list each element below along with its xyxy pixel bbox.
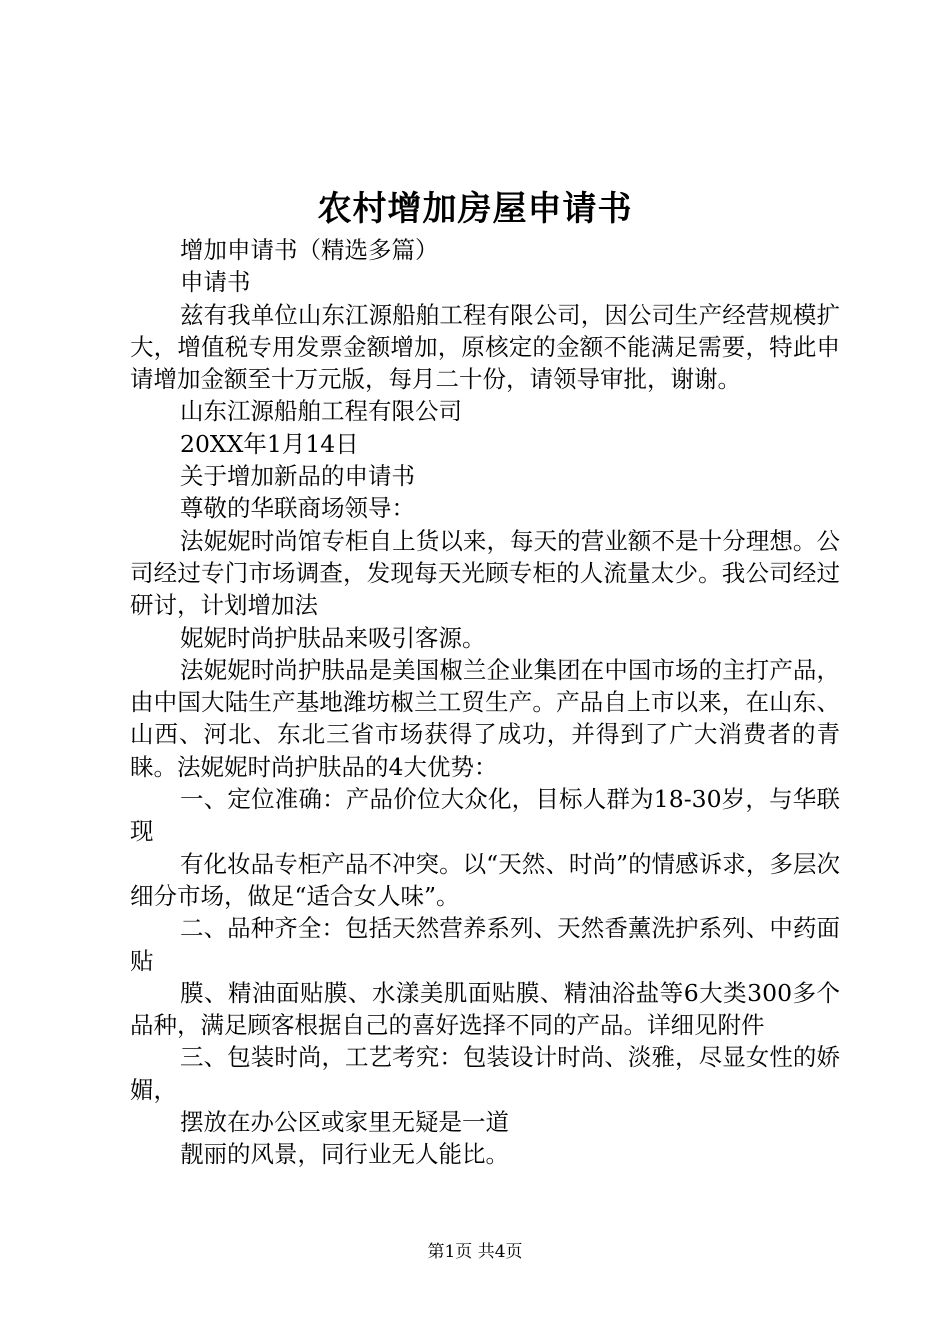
paragraph: 法妮妮时尚护肤品是美国椒兰企业集团在中国市场的主打产品，由中国大陆生产基地潍坊椒兰工贸生产。产品自上市以来，在山东、山西、河北、东北三省市场获得了成功，并得到了广大消费者的青睐。法妮妮时尚护肤品的4大优势： (130, 655, 840, 781)
paragraph: 膜、精油面贴膜、水漾美肌面贴膜、精油浴盐等6大类300多个品种，满足顾客根据自己的喜好选择不同的产品。详细见附件 (130, 978, 840, 1040)
paragraph: 20XX年1月14日 (180, 429, 359, 458)
paragraph: 申请书 (180, 268, 251, 297)
document-title: 农村增加房屋申请书 (317, 189, 633, 229)
paragraph: 尊敬的华联商场领导： (180, 494, 415, 523)
paragraph: 二、品种齐全：包括天然营养系列、天然香薰洗护系列、中药面贴 (130, 914, 840, 975)
paragraph: 关于增加新品的申请书 (180, 462, 415, 491)
paragraph: 三、包装时尚，工艺考究：包装设计时尚、淡雅，尽显女性的娇媚， (130, 1043, 840, 1104)
paragraph: 法妮妮时尚馆专柜自上货以来，每天的营业额不是十分理想。公司经过专门市场调查，发现每天光顾专柜的人流量太少。我公司经过研讨，计划增加法 (130, 526, 840, 620)
paragraph: 一、定位准确：产品价位大众化，目标人群为18-30岁，与华联现 (130, 785, 840, 846)
paragraph: 增加申请书（精选多篇） (180, 236, 439, 264)
paragraph: 有化妆品专柜产品不冲突。以“天然、时尚”的情感诉求，多层次细分市场，做足“适合女人味”。 (130, 849, 840, 910)
paragraph: 摆放在办公区或家里无疑是一道 (180, 1108, 509, 1137)
document-body (130, 234, 840, 1171)
paragraph: 妮妮时尚护肤品来吸引客源。 (180, 623, 486, 652)
paragraph: 山东江源船舶工程有限公司 (180, 397, 462, 426)
paragraph: 兹有我单位山东江源船舶工程有限公司，因公司生产经营规模扩大，增值税专用发票金额增加，原核定的金额不能满足需要，特此申请增加金额至十万元版，每月二十份，请领导审批，谢谢。 (130, 300, 840, 394)
paragraph: 靓丽的风景，同行业无人能比。 (180, 1140, 509, 1169)
page-footer: 第1页 共4页 (427, 1242, 523, 1262)
